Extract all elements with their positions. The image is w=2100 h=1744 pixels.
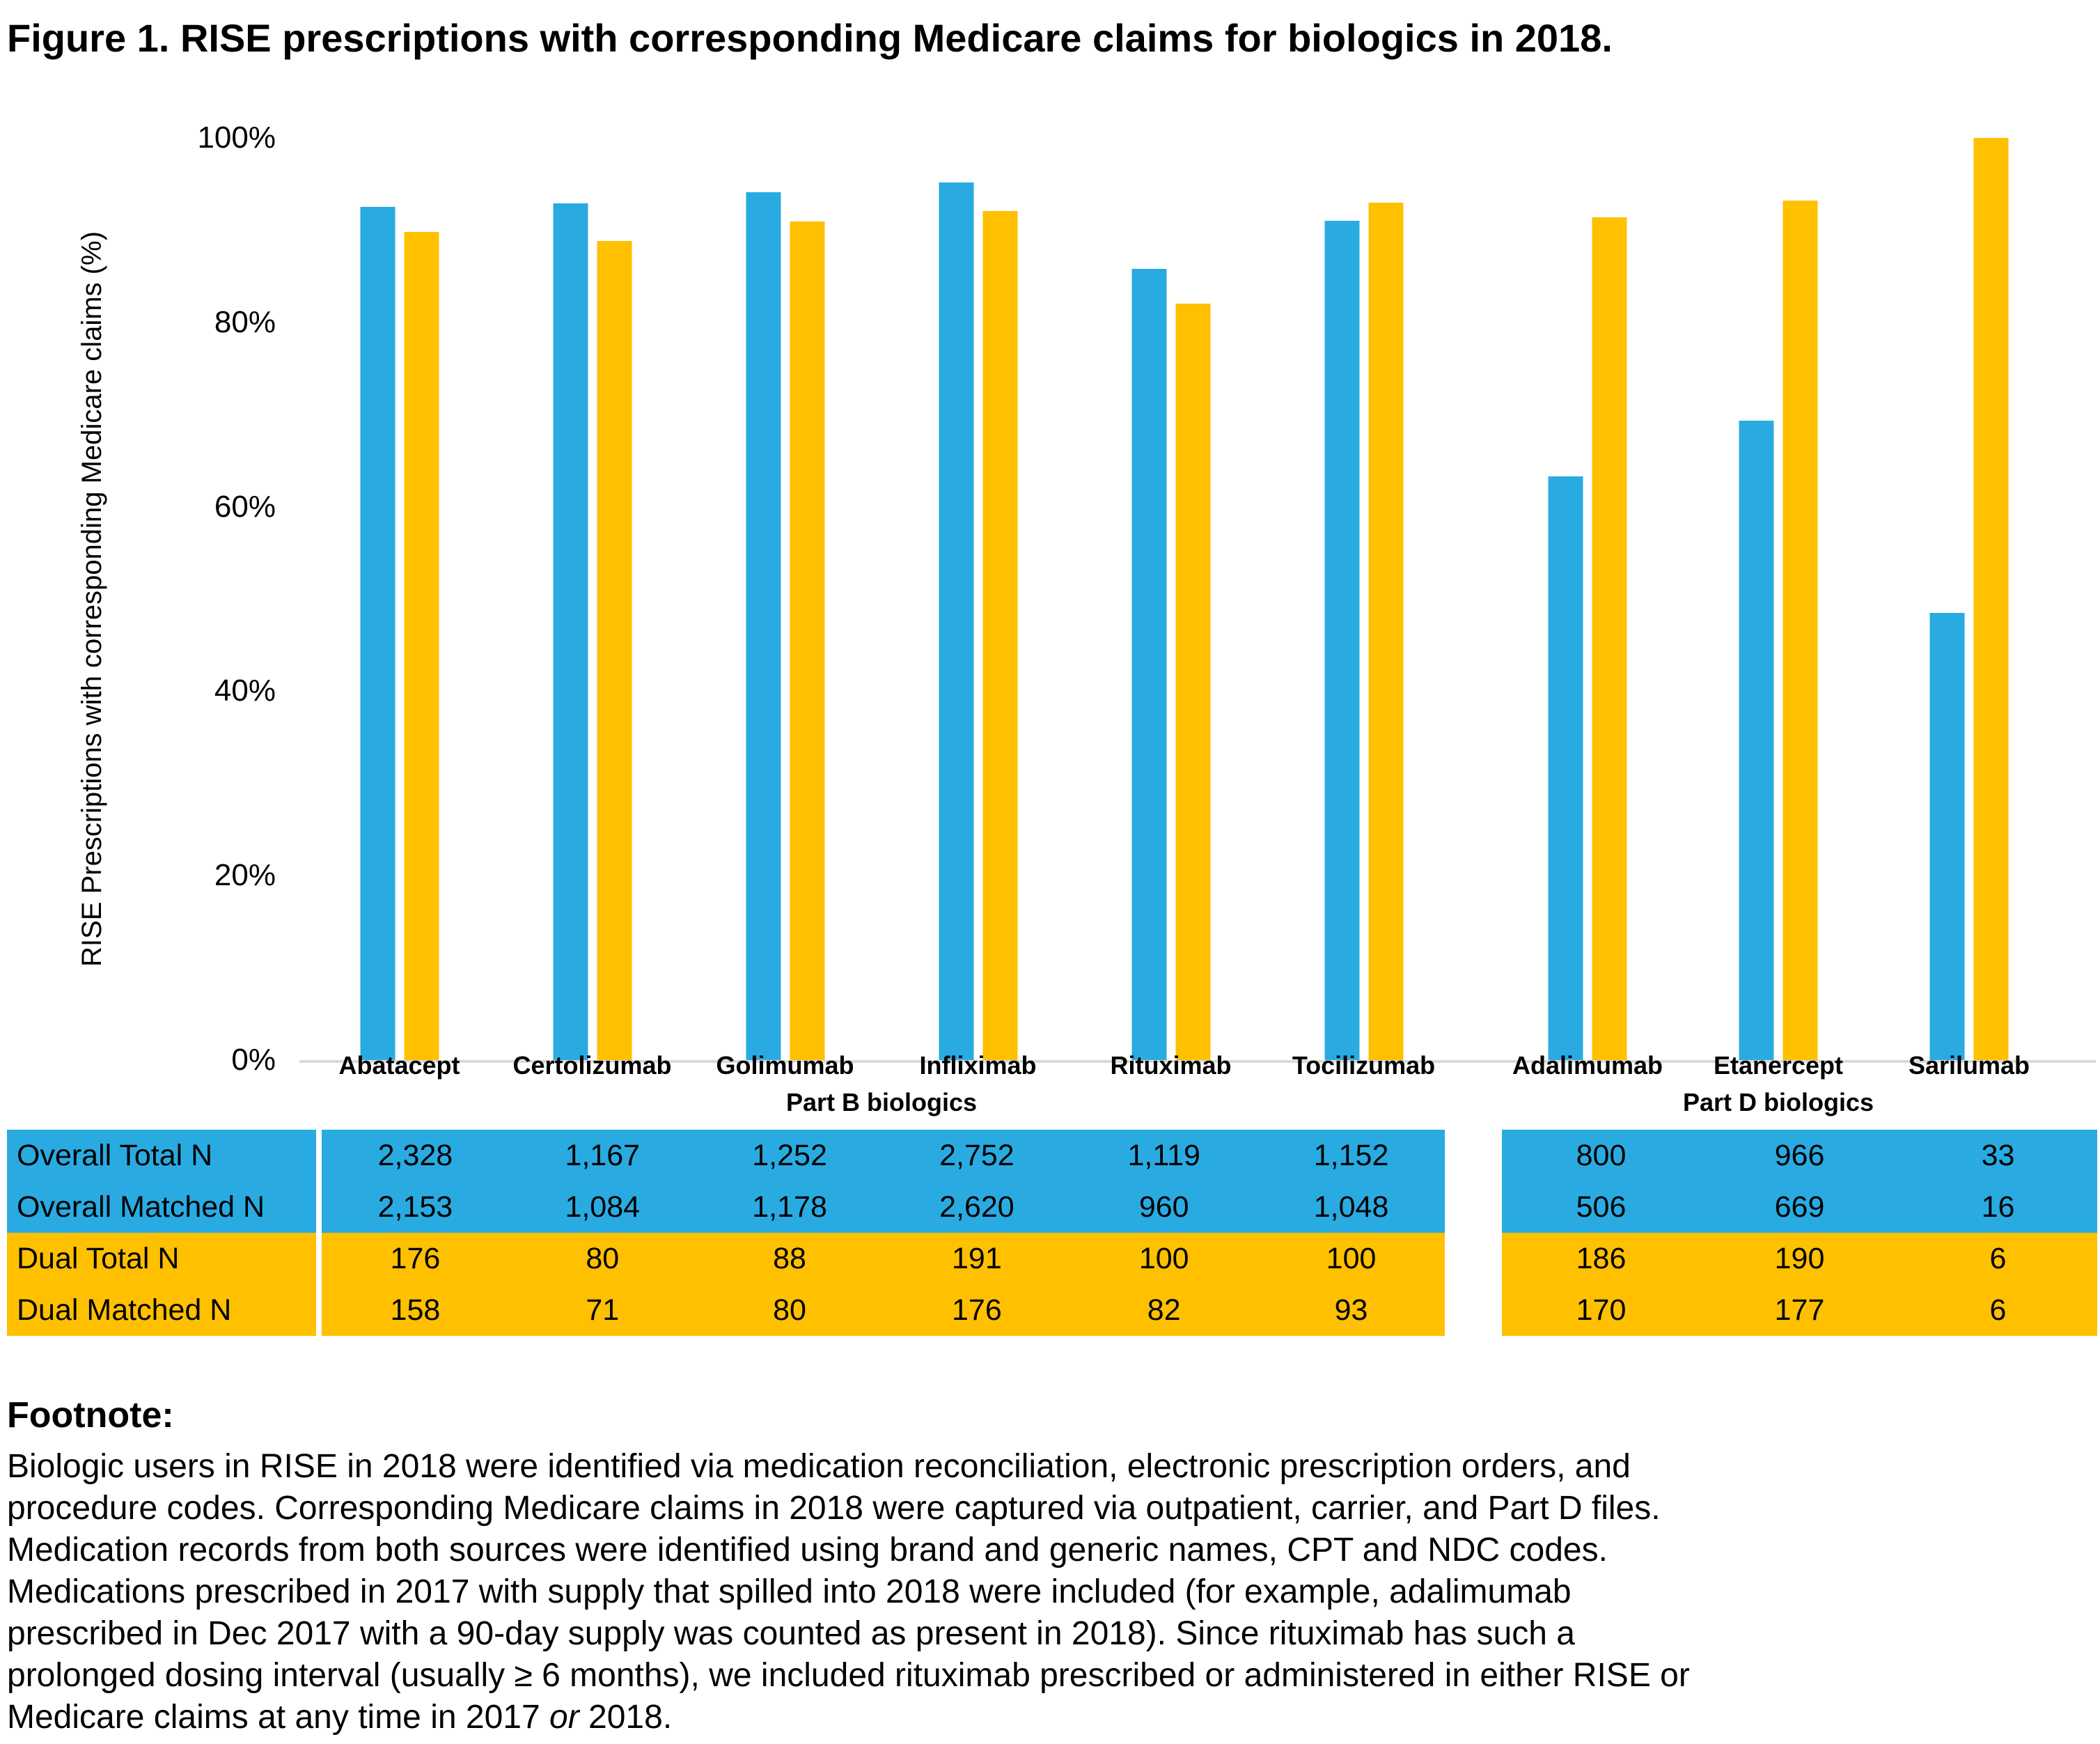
part-b-cells — [322, 1284, 1445, 1336]
table-cell: 800 — [1576, 1139, 1627, 1172]
y-axis-tick: 20% — [214, 858, 276, 892]
y-axis-tick: 60% — [214, 490, 276, 524]
bar-pair — [360, 138, 439, 1060]
y-axis-tick: 80% — [214, 305, 276, 339]
part-d-cells — [1502, 1233, 2097, 1284]
table-gap — [316, 1130, 322, 1181]
table-cell: 506 — [1576, 1190, 1627, 1224]
footnote-line: prolonged dosing interval (usually ≥ 6 months), we included rituximab prescribed or administered in either RISE or — [7, 1657, 1690, 1694]
table-gap — [1445, 1233, 1502, 1284]
footnote-line: procedure codes. Corresponding Medicare claims in 2018 were captured via outpatient, carrier, and Part D files. — [7, 1490, 1661, 1527]
y-axis-tick: 0% — [231, 1043, 276, 1077]
table-cell: 1,084 — [565, 1190, 641, 1224]
category-label: Sarilumab — [1908, 1051, 2030, 1080]
table-cell: 88 — [773, 1242, 806, 1275]
bar-dual — [1368, 203, 1403, 1060]
bar-slot — [1492, 138, 1683, 1060]
table-cell: 80 — [773, 1293, 806, 1327]
bar-slot — [1074, 138, 1267, 1060]
table-cell: 6 — [1989, 1242, 2007, 1275]
category-label: Infliximab — [919, 1051, 1037, 1080]
part-b-bar-group — [303, 138, 1460, 1060]
bar-slot — [881, 138, 1074, 1060]
bar-slot — [496, 138, 689, 1060]
category-slot — [881, 1046, 1074, 1085]
part-b-group-label: Part B biologics — [785, 1088, 978, 1116]
table-cell: 170 — [1576, 1293, 1627, 1327]
table-gap — [1445, 1284, 1502, 1336]
table-cell: 80 — [586, 1242, 620, 1275]
table-row — [7, 1233, 2097, 1284]
bar-dual — [1783, 201, 1818, 1060]
category-slot — [689, 1046, 881, 1085]
table-cell: 2,153 — [377, 1190, 453, 1224]
bar-dual — [597, 241, 632, 1060]
table-cell: 71 — [586, 1293, 620, 1327]
bar-overall — [1930, 613, 1965, 1060]
y-axis-label: RISE Prescriptions with corresponding Medicare claims (%) — [77, 231, 107, 967]
category-slot — [1267, 1046, 1460, 1085]
figure-title: Figure 1. RISE prescriptions with corresponding Medicare claims for biologics in 2018. — [7, 16, 1613, 60]
part-d-cells — [1502, 1130, 2097, 1181]
table-row — [7, 1284, 2097, 1336]
bar-overall — [1549, 476, 1583, 1060]
bar-slot — [1267, 138, 1460, 1060]
footnote-heading: Footnote: — [7, 1395, 174, 1435]
bar-overall — [746, 192, 781, 1060]
table-gap — [316, 1284, 322, 1336]
bar-overall — [939, 182, 973, 1060]
table-gap — [1445, 1181, 1502, 1233]
part-b-cells — [322, 1181, 1445, 1233]
footnote-line: Biologic users in RISE in 2018 were identified via medication reconciliation, electronic prescription orders, and — [7, 1448, 1631, 1485]
y-axis-tick: 100% — [197, 120, 276, 155]
category-label: Golimumab — [716, 1051, 854, 1080]
footnote-body — [7, 1446, 2093, 1738]
bar-slot — [689, 138, 881, 1060]
bar-dual — [404, 232, 439, 1060]
category-slot — [303, 1046, 496, 1085]
table-cell: 6 — [1989, 1293, 2007, 1327]
category-slot — [1874, 1046, 2064, 1085]
part-b-cells — [322, 1233, 1445, 1284]
category-label: Rituximab — [1110, 1051, 1232, 1080]
table-gap — [316, 1181, 322, 1233]
table-cell: 2,620 — [939, 1190, 1014, 1224]
part-d-category-labels — [1492, 1046, 2064, 1085]
table-cell: 1,048 — [1313, 1190, 1389, 1224]
bar-pair — [1549, 138, 1627, 1060]
bar-slot — [1683, 138, 1874, 1060]
table-cell: 186 — [1576, 1242, 1627, 1275]
data-table — [7, 1130, 2097, 1336]
bar-dual — [1175, 304, 1210, 1060]
bar-dual — [790, 221, 824, 1060]
bar-pair — [1739, 138, 1818, 1060]
table-cell: 966 — [1774, 1139, 1825, 1172]
table-cell: 1,119 — [1127, 1139, 1200, 1172]
table-cell: 2,328 — [377, 1139, 453, 1172]
table-cell: 1,167 — [565, 1139, 641, 1172]
x-axis-category-row — [299, 1046, 2096, 1088]
bar-pair — [1324, 138, 1403, 1060]
table-cell: 33 — [1981, 1139, 2015, 1172]
bar-dual — [982, 211, 1017, 1060]
plot-area — [299, 138, 2096, 1063]
bar-overall — [553, 203, 588, 1060]
category-slot — [1074, 1046, 1267, 1085]
table-cell: 669 — [1774, 1190, 1825, 1224]
table-cell: 1,252 — [752, 1139, 827, 1172]
category-slot — [1492, 1046, 1683, 1085]
part-d-group-label: Part D biologics — [1682, 1088, 1874, 1116]
table-cell: 1,152 — [1313, 1139, 1389, 1172]
table-cell: 93 — [1334, 1293, 1368, 1327]
table-cell: 177 — [1774, 1293, 1825, 1327]
part-d-cells — [1502, 1284, 2097, 1336]
table-cell: 1,178 — [752, 1190, 827, 1224]
footnote-line: Medications prescribed in 2017 with supply that spilled into 2018 were included (for example, adalimumab — [7, 1573, 1572, 1610]
category-label: Abatacept — [338, 1051, 460, 1080]
table-row — [7, 1181, 2097, 1233]
bar-pair — [1930, 138, 2009, 1060]
table-cell: 82 — [1147, 1293, 1181, 1327]
bar-overall — [360, 207, 395, 1060]
bar-pair — [553, 138, 632, 1060]
row-label: Overall Total N — [7, 1130, 316, 1181]
table-cell: 100 — [1138, 1242, 1189, 1275]
row-label: Dual Total N — [7, 1233, 316, 1284]
category-slot — [1683, 1046, 1874, 1085]
footnote-line — [7, 1697, 2093, 1738]
bar-slot — [1874, 138, 2064, 1060]
table-cell: 2,752 — [939, 1139, 1014, 1172]
bar-overall — [1324, 221, 1359, 1060]
category-label: Certolizumab — [512, 1051, 672, 1080]
bar-pair — [1131, 138, 1210, 1060]
table-cell: 176 — [952, 1293, 1002, 1327]
bar-dual — [1592, 217, 1627, 1060]
table-cell: 176 — [390, 1242, 441, 1275]
table-cell: 16 — [1981, 1190, 2015, 1224]
footnote-line: prescribed in Dec 2017 with a 90-day supply was counted as present in 2018). Since rituximab has such a — [7, 1615, 1575, 1652]
table-cell: 100 — [1326, 1242, 1377, 1275]
part-d-cells — [1502, 1181, 2097, 1233]
row-label: Overall Matched N — [7, 1181, 316, 1233]
bar-overall — [1739, 421, 1774, 1060]
table-row — [7, 1130, 2097, 1181]
footnote-line: Medication records from both sources were identified using brand and generic names, CPT and NDC codes. — [7, 1532, 1608, 1568]
part-b-cells — [322, 1130, 1445, 1181]
table-cell: 191 — [952, 1242, 1002, 1275]
footnote-italic-or: or — [549, 1699, 579, 1736]
category-slot — [496, 1046, 689, 1085]
footnote-text: 2018. — [579, 1699, 673, 1736]
table-gap — [316, 1233, 322, 1284]
bar-overall — [1131, 269, 1166, 1060]
footnote-text: Medicare claims at any time in 2017 — [7, 1699, 550, 1736]
bar-pair — [939, 138, 1017, 1060]
y-axis-tick: 40% — [214, 674, 276, 708]
part-d-bar-group — [1492, 138, 2064, 1060]
row-label: Dual Matched N — [7, 1284, 316, 1336]
category-label: Etanercept — [1713, 1051, 1844, 1080]
table-cell: 158 — [390, 1293, 441, 1327]
bar-pair — [746, 138, 824, 1060]
table-cell: 960 — [1138, 1190, 1189, 1224]
bar-slot — [303, 138, 496, 1060]
category-label: Tocilizumab — [1292, 1051, 1436, 1080]
category-label: Adalimumab — [1512, 1051, 1663, 1080]
part-b-category-labels — [303, 1046, 1460, 1085]
bar-dual — [1974, 138, 2009, 1060]
table-cell: 190 — [1774, 1242, 1825, 1275]
table-gap — [1445, 1130, 1502, 1181]
